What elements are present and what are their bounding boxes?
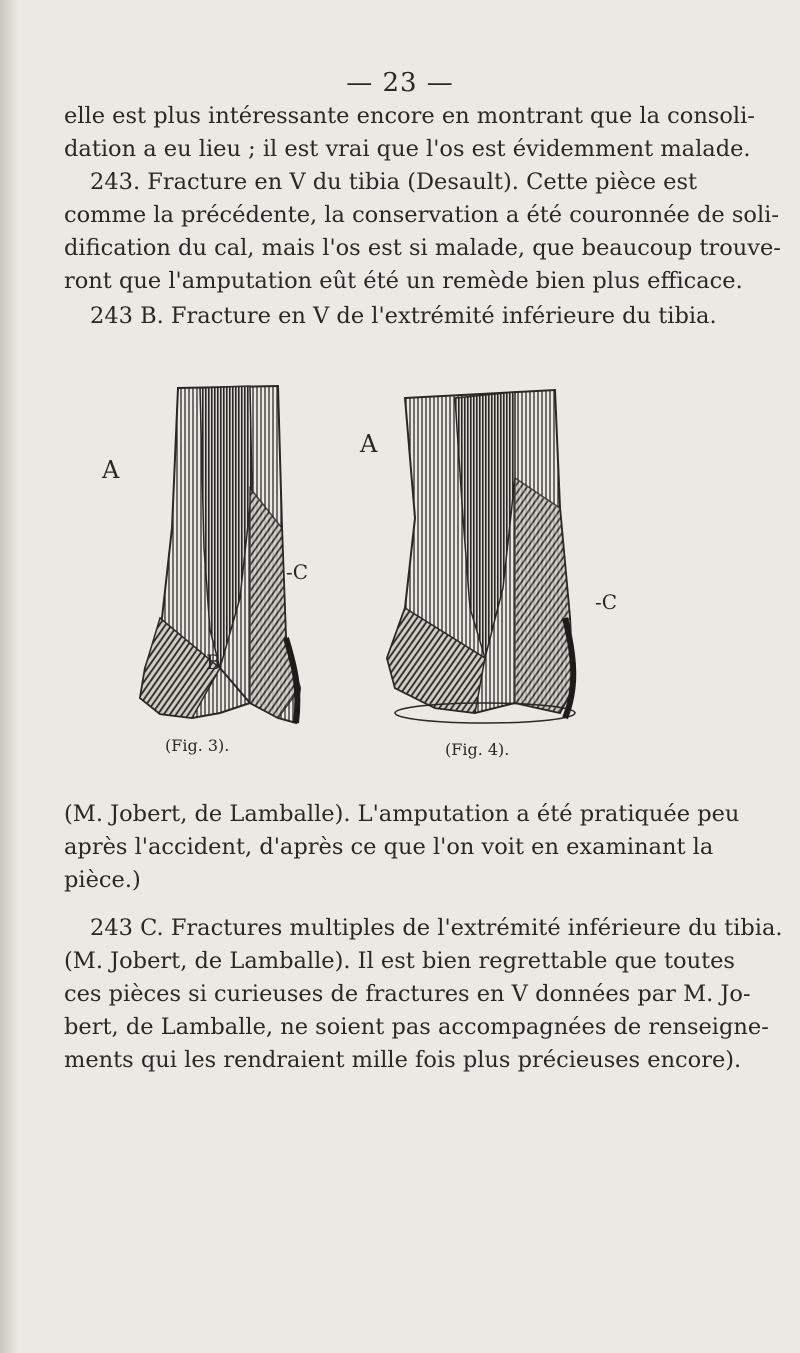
text-line: 243. Fracture en V du tibia (Desault). Cette pièce est xyxy=(90,169,698,195)
text-line: (M. Jobert, de Lamballe). Il est bien regrettable que toutes xyxy=(64,948,735,974)
figure-3-label-b: B xyxy=(206,650,221,674)
text-line: 243 B. Fracture en V de l'extrémité inférieure du tibia. xyxy=(90,303,717,329)
text-line: (M. Jobert, de Lamballe). L'amputation a été pratiquée peu xyxy=(64,801,740,827)
figure-3-label-a: A xyxy=(102,456,120,484)
paragraph-5 xyxy=(64,912,783,1077)
text-line: dation a eu lieu ; il est vrai que l'os est évidemment malade. xyxy=(64,136,751,162)
text-line: comme la précédente, la conservation a été couronnée de soli- xyxy=(64,202,779,228)
text-line: ront que l'amputation eût été un remède bien plus efficace. xyxy=(64,268,743,294)
text-line: ments qui les rendraient mille fois plus précieuses encore). xyxy=(64,1047,742,1073)
page-number: — 23 — xyxy=(346,68,454,98)
text-line: après l'accident, d'après ce que l'on voit en examinant la xyxy=(64,834,714,860)
figure-4-label-a: A xyxy=(360,430,378,458)
figure-4-label-c: -C xyxy=(595,590,618,614)
text-line: bert, de Lamballe, ne soient pas accompagnées de renseigne- xyxy=(64,1014,769,1040)
text-line: 243 C. Fractures multiples de l'extrémité inférieure du tibia. xyxy=(90,915,783,941)
paragraph-1 xyxy=(64,100,754,166)
figure-3-label-c: -C xyxy=(286,560,309,584)
text-line: dification du cal, mais l'os est si malade, que beaucoup trouve- xyxy=(64,235,781,261)
paragraph-4 xyxy=(64,798,754,897)
text-line: ces pièces si curieuses de fractures en V données par M. Jo- xyxy=(64,981,751,1007)
figure-3-tibia-illustration xyxy=(100,368,350,733)
text-line: elle est plus intéressante encore en montrant que la consoli- xyxy=(64,103,755,129)
figure-4-caption: (Fig. 4). xyxy=(445,740,510,759)
page-edge-shadow xyxy=(0,0,18,1353)
paragraph-3 xyxy=(64,300,754,333)
paragraph-2 xyxy=(64,166,781,298)
text-line: pièce.) xyxy=(64,867,141,893)
figure-3-caption: (Fig. 3). xyxy=(165,736,230,755)
figure-group xyxy=(60,368,700,768)
figure-4-tibia-illustration xyxy=(365,368,595,733)
